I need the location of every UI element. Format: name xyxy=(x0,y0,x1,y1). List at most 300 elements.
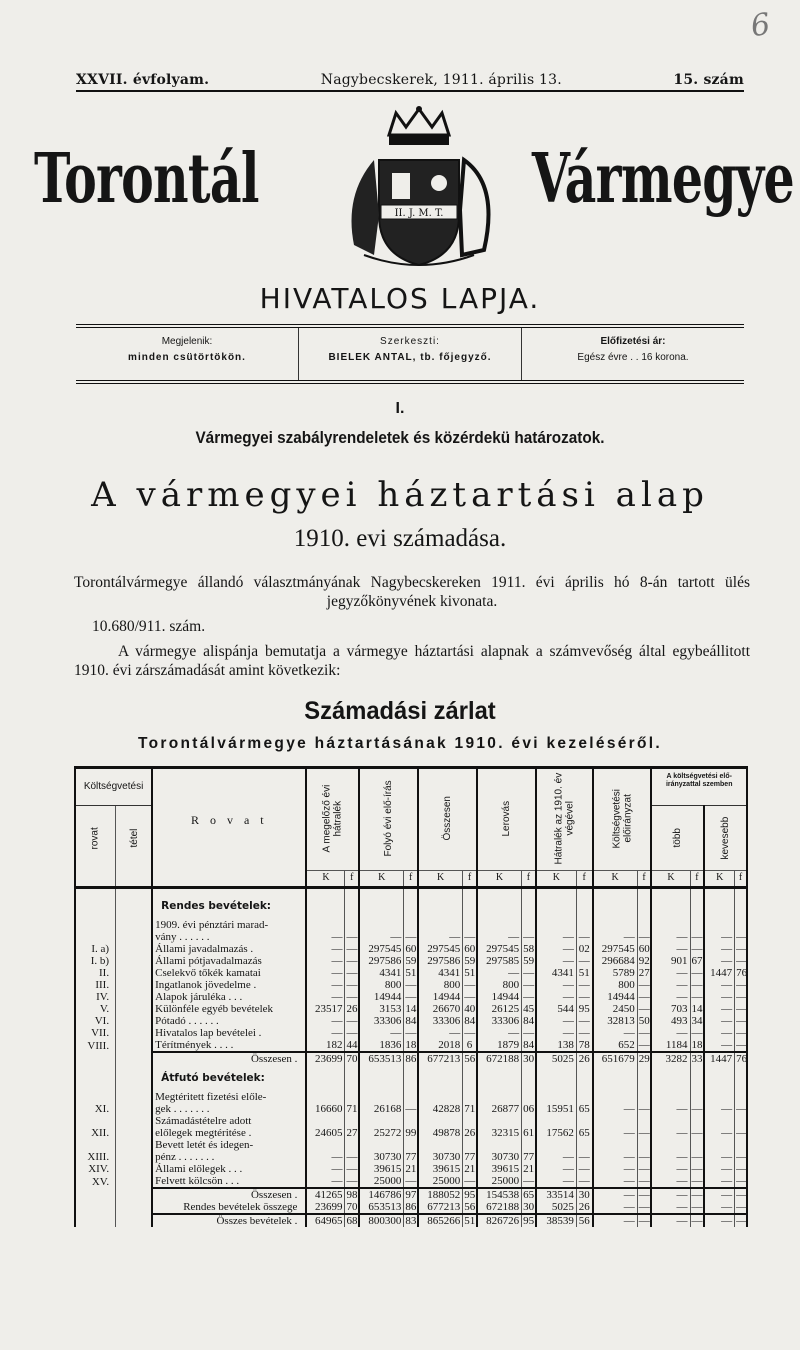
korona-cell: — xyxy=(477,1027,522,1039)
korona-cell: 14944 xyxy=(418,991,463,1003)
korona-cell: 41265 xyxy=(306,1188,345,1201)
f-label: f xyxy=(404,870,418,887)
korona-cell: — xyxy=(651,967,690,979)
filler-cell: 18 xyxy=(405,1038,417,1051)
k-label: K xyxy=(306,870,345,887)
korona-cell: — xyxy=(704,1103,734,1115)
korona-cell: — xyxy=(593,1103,638,1115)
filler-cell: — xyxy=(638,1214,650,1227)
korona-cell: — xyxy=(536,931,577,943)
korona-cell: 4341 xyxy=(418,967,463,979)
korona-cell: 23699 xyxy=(306,1201,345,1214)
filler-cell: — xyxy=(638,1026,650,1039)
korona-cell: — xyxy=(704,1027,734,1039)
korona-cell: — xyxy=(536,943,577,955)
k-label: K xyxy=(359,870,404,887)
korona-cell xyxy=(359,1139,404,1151)
filler-cell xyxy=(463,919,477,931)
filler-cell: — xyxy=(691,966,703,979)
filler-cell xyxy=(404,1115,418,1127)
filler-cell: 98 xyxy=(346,1188,358,1201)
korona-cell xyxy=(477,1065,522,1091)
section-title: Vármegyei szabályrendeletek és közérdekü határozatok. xyxy=(195,428,605,447)
filler-cell: 33 xyxy=(691,1052,703,1065)
korona-cell: — xyxy=(306,1015,345,1027)
korona-cell: 5789 xyxy=(593,967,638,979)
filler-cell: 67 xyxy=(691,954,703,967)
filler-cell xyxy=(637,1115,651,1127)
table-row xyxy=(75,943,747,955)
total-row xyxy=(75,1188,747,1201)
table-row-continuation xyxy=(75,1115,747,1127)
korona-cell xyxy=(536,893,577,919)
filler-cell: 30 xyxy=(523,1052,535,1065)
filler-cell: 86 xyxy=(405,1052,417,1065)
korona-cell xyxy=(593,1139,638,1151)
filler-cell: 95 xyxy=(523,1214,535,1227)
row-label: Különféle egyéb bevételek xyxy=(152,1003,306,1015)
row-rovat: VII. xyxy=(91,1026,110,1039)
header-compare-budget: A költségvetési elő-irányzattal szemben xyxy=(651,768,747,806)
korona-cell: — xyxy=(306,1027,345,1039)
korona-cell xyxy=(651,919,690,931)
filler-cell xyxy=(576,919,592,931)
accounts-table xyxy=(74,766,748,1227)
editor-info xyxy=(298,328,521,380)
korona-cell xyxy=(418,1115,463,1127)
filler-cell xyxy=(522,893,536,919)
korona-cell: — xyxy=(704,1201,734,1214)
filler-cell: 51 xyxy=(405,966,417,979)
korona-cell: 652 xyxy=(593,1039,638,1052)
korona-cell: — xyxy=(536,1027,577,1039)
row-rovat: XIV. xyxy=(88,1162,110,1175)
f-label: f xyxy=(576,870,592,887)
filler-cell: 59 xyxy=(464,954,476,967)
korona-cell: — xyxy=(651,943,690,955)
table-row xyxy=(75,1163,747,1175)
filler-cell: — xyxy=(736,1002,747,1015)
row-label: Állami javadalmazás . xyxy=(152,943,306,955)
table-row xyxy=(75,1103,747,1115)
article-title: A vármegyei háztartási alap xyxy=(91,475,709,515)
korona-cell: 14944 xyxy=(477,991,522,1003)
korona-cell: 901 xyxy=(651,955,690,967)
filler-cell: — xyxy=(736,1162,747,1175)
filler-cell: — xyxy=(691,990,703,1003)
header-current-assessment: Folyó évi elő-írás xyxy=(359,768,418,871)
filler-cell xyxy=(463,1115,477,1127)
filler-cell xyxy=(637,893,651,919)
header-more: több xyxy=(651,806,704,871)
filler-cell: — xyxy=(736,990,747,1003)
filler-cell: — xyxy=(576,1163,592,1175)
row-rovat: IV. xyxy=(96,990,110,1003)
korona-cell xyxy=(651,893,690,919)
masthead-title-right: Vármegye xyxy=(531,139,794,219)
korona-cell: — xyxy=(651,991,690,1003)
filler-cell xyxy=(463,893,477,919)
filler-cell: — xyxy=(405,1102,417,1115)
editor-label: Szerkeszti: xyxy=(380,336,440,347)
korona-cell xyxy=(536,1139,577,1151)
row-rovat: XV. xyxy=(91,1175,110,1188)
filler-cell: 44 xyxy=(346,1038,358,1051)
row-label: Állami előlegek . . . xyxy=(152,1163,306,1175)
korona-cell xyxy=(593,1065,638,1091)
filler-cell: — xyxy=(346,1150,358,1163)
table-row xyxy=(75,955,747,967)
korona-cell: 26168 xyxy=(359,1103,404,1115)
dateline: Nagybecskerek, 1911. április 13. xyxy=(320,72,562,88)
korona-cell: 25000 xyxy=(418,1175,463,1188)
korona-cell xyxy=(418,1091,463,1103)
korona-cell xyxy=(477,919,522,931)
filler-cell: 77 xyxy=(523,1150,535,1163)
filler-cell: — xyxy=(346,942,358,955)
korona-cell: 826726 xyxy=(477,1214,522,1227)
filler-cell: — xyxy=(346,990,358,1003)
korona-cell xyxy=(418,919,463,931)
korona-cell: — xyxy=(359,931,404,943)
korona-cell xyxy=(359,919,404,931)
korona-cell: 30730 xyxy=(477,1151,522,1163)
filler-cell: — xyxy=(523,990,535,1003)
editor-value: BIELEK ANTAL, tb. főjegyző. xyxy=(328,352,492,363)
filler-cell: — xyxy=(638,1038,650,1051)
article-intro: Torontálvármegye állandó választmányának Nagybecskereken 1911. évi április hó 8-án tartott ülés jegyzőkönyvének kivonata. xyxy=(74,574,750,610)
filler-cell: 83 xyxy=(405,1214,417,1227)
filler-cell: — xyxy=(736,1126,747,1139)
row-label-line1: 1909. évi pénztári marad- xyxy=(152,919,306,931)
korona-cell: 26670 xyxy=(418,1003,463,1015)
korona-cell xyxy=(651,1065,690,1091)
price-label: Előfizetési ár: xyxy=(600,336,666,347)
korona-cell: 138 xyxy=(536,1039,577,1052)
filler-cell: — xyxy=(464,1174,476,1187)
grand-total-label: Összes bevételek . xyxy=(152,1214,306,1227)
filler-cell: 56 xyxy=(464,1200,476,1213)
svg-text:II. J. M. T.: II. J. M. T. xyxy=(394,208,444,219)
korona-cell xyxy=(306,1091,345,1103)
filler-cell: 26 xyxy=(576,1201,592,1214)
filler-cell: 51 xyxy=(576,967,592,979)
filler-cell: 65 xyxy=(576,1103,592,1115)
korona-cell: 5025 xyxy=(536,1052,577,1065)
row-label: Hivatalos lap bevételei . xyxy=(152,1027,306,1039)
korona-cell: 651679 xyxy=(593,1052,638,1065)
filler-cell xyxy=(345,1065,359,1091)
row-label-line1: Bevett letét és idegen- xyxy=(152,1139,306,1151)
filler-cell: 56 xyxy=(576,1214,592,1227)
korona-cell: 14944 xyxy=(593,991,638,1003)
korona-cell xyxy=(536,1065,577,1091)
filler-cell: 60 xyxy=(464,942,476,955)
filler-cell: — xyxy=(638,1150,650,1163)
korona-cell: 297545 xyxy=(477,943,522,955)
filler-cell: — xyxy=(576,1027,592,1039)
header-koltsegvetesi: Költségvetési xyxy=(75,768,152,806)
korona-cell: — xyxy=(704,1003,734,1015)
filler-cell xyxy=(690,919,704,931)
filler-cell xyxy=(345,919,359,931)
korona-cell: 653513 xyxy=(359,1201,404,1214)
filler-cell: — xyxy=(691,1102,703,1115)
filler-cell: — xyxy=(523,930,535,943)
filler-cell: 71 xyxy=(464,1102,476,1115)
filler-cell: — xyxy=(691,1214,703,1227)
filler-cell: 27 xyxy=(638,966,650,979)
filler-cell: — xyxy=(523,978,535,991)
korona-cell xyxy=(704,893,734,919)
filler-cell xyxy=(345,1115,359,1127)
filler-cell: — xyxy=(576,1015,592,1027)
korona-cell: 26877 xyxy=(477,1103,522,1115)
f-label: f xyxy=(690,870,704,887)
korona-cell: 1836 xyxy=(359,1039,404,1052)
filler-cell: — xyxy=(346,966,358,979)
filler-cell: — xyxy=(346,1162,358,1175)
filler-cell: — xyxy=(638,978,650,991)
row-rovat: VIII. xyxy=(87,1039,110,1052)
issue-header xyxy=(76,72,744,92)
row-label: Térítmények . . . . xyxy=(152,1039,306,1052)
korona-cell: 146786 xyxy=(359,1188,404,1201)
filler-cell: 77 xyxy=(405,1150,417,1163)
korona-cell xyxy=(536,1115,577,1127)
filler-cell: 70 xyxy=(346,1200,358,1213)
korona-cell: — xyxy=(651,1201,690,1214)
korona-cell xyxy=(477,893,522,919)
row-rovat: VI. xyxy=(94,1014,110,1027)
korona-cell xyxy=(704,1115,734,1127)
korona-cell: 1184 xyxy=(651,1039,690,1052)
filler-cell: 26 xyxy=(576,1052,592,1065)
group-title: Átfutó bevételek: xyxy=(152,1065,306,1091)
filler-cell: 59 xyxy=(405,954,417,967)
table-row xyxy=(75,1127,747,1139)
masthead xyxy=(34,105,794,280)
korona-cell xyxy=(477,1139,522,1151)
korona-cell: — xyxy=(593,1163,638,1175)
row-rovat: V. xyxy=(99,1002,110,1015)
k-label: K xyxy=(536,870,577,887)
korona-cell: — xyxy=(536,1163,577,1175)
korona-cell xyxy=(651,1115,690,1127)
filler-cell xyxy=(576,1139,592,1151)
korona-cell: 1879 xyxy=(477,1039,522,1052)
korona-cell: 653513 xyxy=(359,1052,404,1065)
header-rovat-col: rovat xyxy=(89,826,101,849)
filler-cell: 45 xyxy=(523,1002,535,1015)
korona-cell: 39615 xyxy=(418,1163,463,1175)
korona-cell xyxy=(359,1115,404,1127)
header-collection: Lerovás xyxy=(477,768,536,871)
article-body: A vármegye alispánja bemutatja a vármegye háztartási alapnak a számvevőség által egybeállitott 1910. évi zárszámadását amint következik: xyxy=(74,643,750,679)
table-row xyxy=(75,1027,747,1039)
filler-cell: 27 xyxy=(346,1126,358,1139)
filler-cell xyxy=(404,1065,418,1091)
korona-cell xyxy=(418,1065,463,1091)
korona-cell: — xyxy=(651,1175,690,1188)
korona-cell: — xyxy=(704,1188,734,1201)
filler-cell xyxy=(576,1091,592,1103)
coat-of-arms-icon xyxy=(334,105,504,275)
filler-cell: — xyxy=(464,990,476,1003)
korona-cell: — xyxy=(651,1214,690,1227)
korona-cell: 2018 xyxy=(418,1039,463,1052)
filler-cell: — xyxy=(736,1150,747,1163)
row-label: Pótadó . . . . . . xyxy=(152,1015,306,1027)
korona-cell xyxy=(359,1065,404,1091)
korona-cell xyxy=(593,919,638,931)
korona-cell xyxy=(306,1115,345,1127)
table-row xyxy=(75,1003,747,1015)
korona-cell: 188052 xyxy=(418,1188,463,1201)
filler-cell xyxy=(690,1091,704,1103)
handwritten-page-number: 6 xyxy=(748,6,773,45)
korona-cell: — xyxy=(418,931,463,943)
korona-cell: 297586 xyxy=(418,955,463,967)
filler-cell: 61 xyxy=(523,1126,535,1139)
filler-cell xyxy=(522,1065,536,1091)
korona-cell: — xyxy=(704,943,734,955)
filler-cell xyxy=(637,919,651,931)
korona-cell: — xyxy=(359,1027,404,1039)
filler-cell xyxy=(690,1115,704,1127)
filler-cell: 50 xyxy=(638,1014,650,1027)
korona-cell: — xyxy=(593,1151,638,1163)
korona-cell: 33306 xyxy=(359,1015,404,1027)
korona-cell: — xyxy=(593,931,638,943)
korona-cell xyxy=(704,1091,734,1103)
korona-cell: 25272 xyxy=(359,1127,404,1139)
korona-cell: — xyxy=(704,1175,734,1188)
filler-cell: — xyxy=(691,942,703,955)
korona-cell: — xyxy=(593,1214,638,1227)
korona-cell xyxy=(593,893,638,919)
filler-cell xyxy=(404,1091,418,1103)
row-label: vány . . . . . . xyxy=(152,931,306,943)
filler-cell: — xyxy=(638,1174,650,1187)
korona-cell: — xyxy=(704,931,734,943)
korona-cell: 49878 xyxy=(418,1127,463,1139)
korona-cell: 800300 xyxy=(359,1214,404,1227)
korona-cell: 800 xyxy=(477,979,522,991)
korona-cell: 39615 xyxy=(359,1163,404,1175)
filler-cell: — xyxy=(576,1151,592,1163)
filler-cell: 84 xyxy=(523,1014,535,1027)
section-number: I. xyxy=(395,400,405,417)
filler-cell xyxy=(735,1115,747,1127)
row-rovat: I. a) xyxy=(91,942,110,955)
filler-cell xyxy=(463,1139,477,1151)
k-label: K xyxy=(651,870,690,887)
filler-cell: — xyxy=(346,1014,358,1027)
filler-cell: — xyxy=(346,1174,358,1187)
appears-value: minden csütörtökön. xyxy=(128,352,246,363)
issue-number: 15. szám xyxy=(673,72,744,88)
filler-cell: — xyxy=(405,1026,417,1039)
korona-cell: — xyxy=(704,1163,734,1175)
filler-cell: — xyxy=(638,1102,650,1115)
korona-cell: 26125 xyxy=(477,1003,522,1015)
table-row xyxy=(75,979,747,991)
filler-cell: — xyxy=(638,930,650,943)
korona-cell: — xyxy=(704,1151,734,1163)
korona-cell: 30730 xyxy=(418,1151,463,1163)
appears-label: Megjelenik: xyxy=(161,336,213,347)
filler-cell: 84 xyxy=(405,1014,417,1027)
filler-cell xyxy=(637,1065,651,1091)
korona-cell: 23517 xyxy=(306,1003,345,1015)
table-row xyxy=(75,1175,747,1188)
korona-cell: 296684 xyxy=(593,955,638,967)
row-label: Állami pótjavadalmazás xyxy=(152,955,306,967)
korona-cell: — xyxy=(536,979,577,991)
filler-cell: 77 xyxy=(464,1150,476,1163)
filler-cell: 68 xyxy=(346,1214,358,1227)
korona-cell: 297545 xyxy=(593,943,638,955)
publication-info-bar xyxy=(76,324,744,384)
korona-cell: — xyxy=(704,1015,734,1027)
korona-cell: 2450 xyxy=(593,1003,638,1015)
korona-cell xyxy=(704,1139,734,1151)
filler-cell: — xyxy=(405,978,417,991)
korona-cell: 32315 xyxy=(477,1127,522,1139)
korona-cell xyxy=(306,1139,345,1151)
filler-cell: — xyxy=(346,1026,358,1039)
row-rovat: XI. xyxy=(94,1102,110,1115)
korona-cell: 800 xyxy=(418,979,463,991)
korona-cell: — xyxy=(306,967,345,979)
filler-cell xyxy=(522,1115,536,1127)
korona-cell: 33514 xyxy=(536,1188,577,1201)
table-row xyxy=(75,1151,747,1163)
statement-subtitle: Torontálvármegye háztartásának 1910. évi kezeléséről. xyxy=(138,735,662,752)
filler-cell: — xyxy=(346,930,358,943)
korona-cell: — xyxy=(704,979,734,991)
korona-cell: 30730 xyxy=(359,1151,404,1163)
korona-cell: 4341 xyxy=(536,967,577,979)
filler-cell: — xyxy=(638,1162,650,1175)
table-row xyxy=(75,931,747,943)
table-row-continuation xyxy=(75,1091,747,1103)
filler-cell xyxy=(735,1065,747,1091)
filler-cell: 65 xyxy=(523,1188,535,1201)
korona-cell xyxy=(704,919,734,931)
row-rovat: III. xyxy=(95,978,110,991)
korona-cell: 4341 xyxy=(359,967,404,979)
filler-cell: 70 xyxy=(346,1052,358,1065)
filler-cell: 29 xyxy=(638,1052,650,1065)
filler-cell: 60 xyxy=(405,942,417,955)
filler-cell xyxy=(404,1139,418,1151)
filler-cell: 97 xyxy=(405,1188,417,1201)
filler-cell xyxy=(735,919,747,931)
korona-cell: — xyxy=(651,931,690,943)
filler-cell: — xyxy=(523,966,535,979)
filler-cell: — xyxy=(691,1174,703,1187)
header-total: Összesen xyxy=(418,768,477,871)
korona-cell xyxy=(477,1115,522,1127)
filler-cell: 99 xyxy=(405,1126,417,1139)
korona-cell: — xyxy=(651,1188,690,1201)
korona-cell: 800 xyxy=(359,979,404,991)
filler-cell: — xyxy=(638,1126,650,1139)
korona-cell: 25000 xyxy=(359,1175,404,1188)
filler-cell: 65 xyxy=(576,1127,592,1139)
